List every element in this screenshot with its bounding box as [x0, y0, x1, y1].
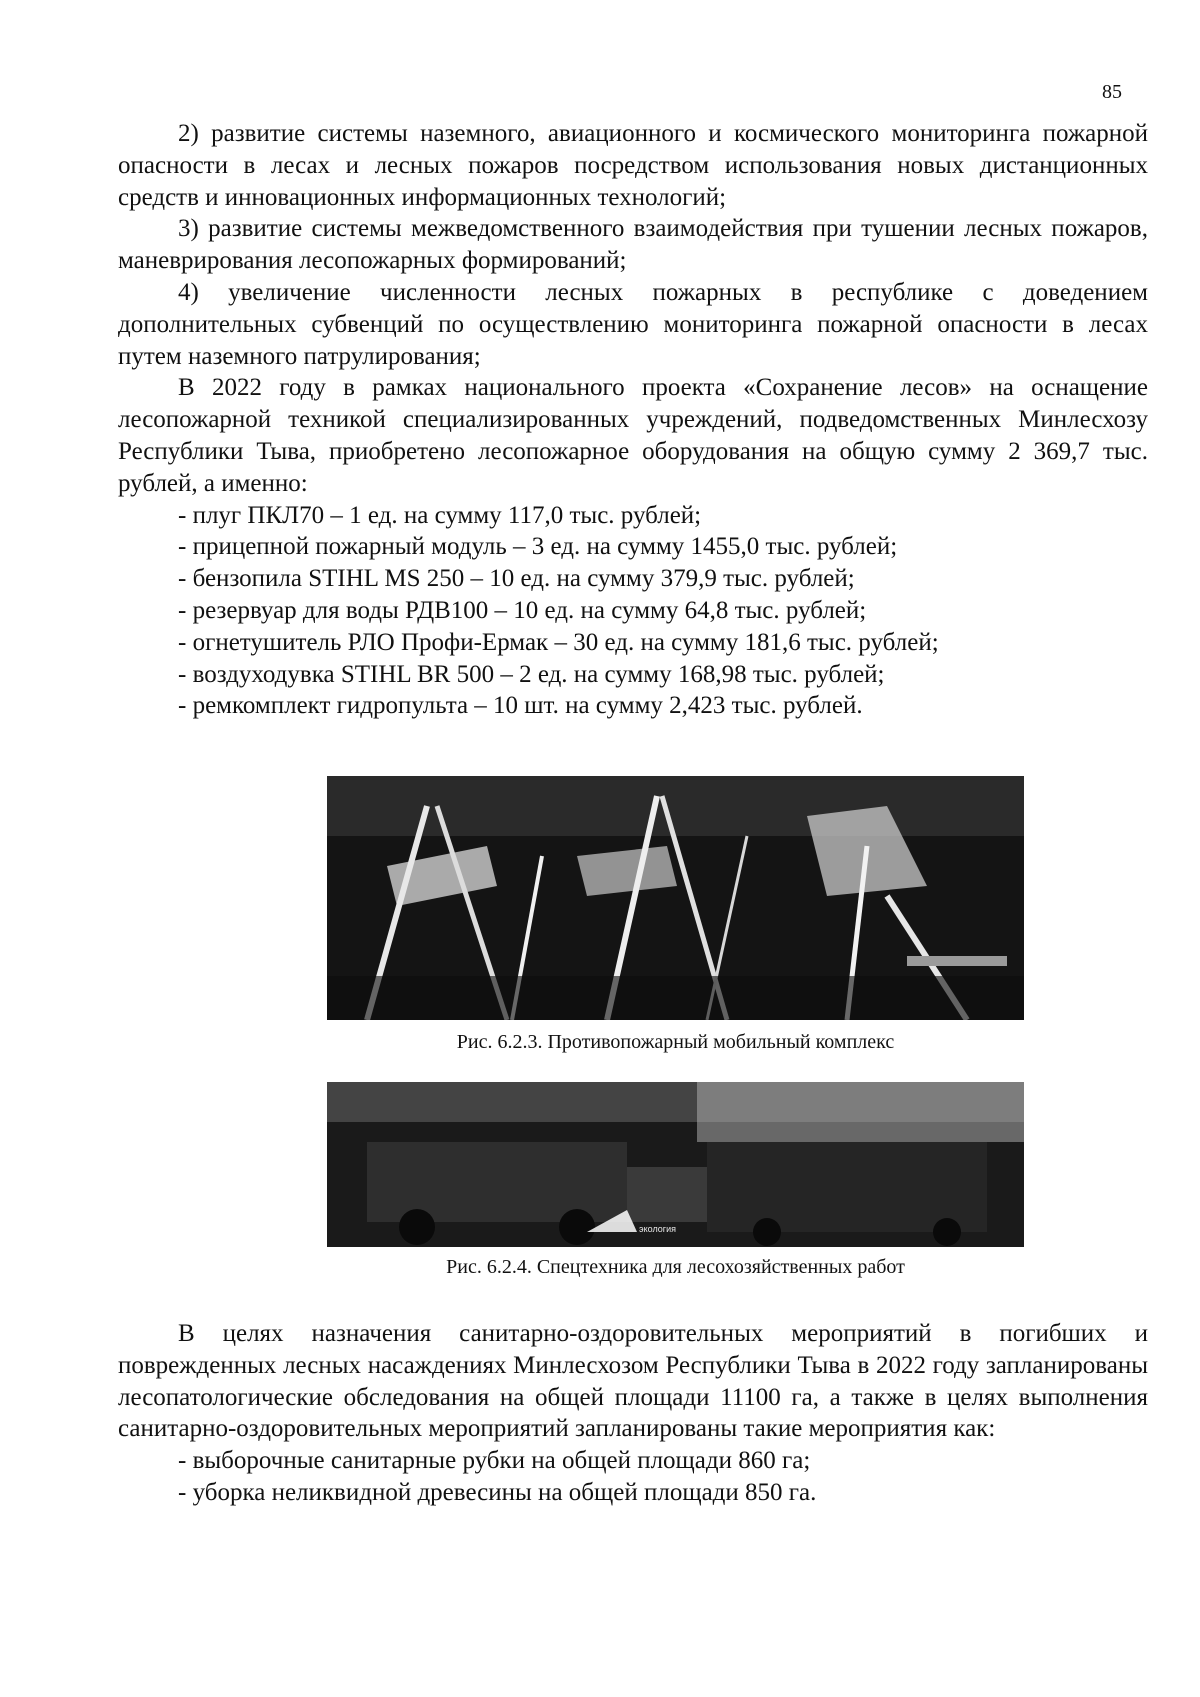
paragraph-item-2: 2) развитие системы наземного, авиационного и космического мониторинга пожарной опасности в лесах и лесных пожаров посредством использования новых дистанционных средств и инновационных информационных технологий; — [118, 120, 1148, 211]
list-item: - уборка неликвидной древесины на общей площади 850 га. — [178, 1478, 817, 1506]
list-item: - бензопила STIHL MS 250 – 10 ед. на сумму 379,9 тыс. рублей; — [178, 565, 855, 593]
forestry-machinery-photo — [327, 1082, 1024, 1247]
paragraph-sanitary: В целях назначения санитарно-оздоровительных мероприятий в погибших и поврежденных лесных насаждениях Минлесхозом Республики Тыва в 2022 году запланированы лесопатологические обследования на общей площади 11100 га, а также в целях выполнения санитарно-оздоровительных мероприятий запланированы такие мероприятия как: — [118, 1320, 1148, 1443]
paragraph-item-3: 3) развитие системы межведомственного взаимодействия при тушении лесных пожаров, маневрирования лесопожарных формирований; — [118, 215, 1148, 275]
closing-section — [118, 1318, 1148, 1509]
figure-caption-2: Рис. 6.2.4. Спецтехника для лесохозяйственных работ — [446, 1256, 905, 1278]
photo-logo-text: экология — [639, 1224, 676, 1234]
paragraph-purchase: В 2022 году в рамках национального проекта «Сохранение лесов» на оснащение лесопожарной техникой специализированных учреждений, подведомственных Минлесхозу Республики Тыва, приобретено лесопожарное оборудования на общую сумму 2 369,7 тыс. рублей, а именно: — [118, 374, 1148, 497]
forestry-machinery-photo-image — [327, 1082, 1024, 1247]
figure-caption-1: Рис. 6.2.3. Противопожарный мобильный комплекс — [456, 1031, 895, 1053]
list-item: - плуг ПКЛ70 – 1 ед. на сумму 117,0 тыс. рублей; — [178, 501, 702, 529]
list-item: - выборочные санитарные рубки на общей площади 860 га; — [178, 1447, 811, 1475]
fire-complex-photo-image — [327, 776, 1024, 1020]
list-item: - прицепной пожарный модуль – 3 ед. на сумму 1455,0 тыс. рублей; — [178, 533, 898, 561]
paragraph-item-4: 4) увеличение численности лесных пожарных в республике с доведением дополнительных субвенций по осуществлению мониторинга пожарной опасности в лесах путем наземного патрулирования; — [118, 278, 1148, 370]
list-item: - ремкомплект гидропульта – 10 шт. на сумму 2,423 тыс. рублей. — [178, 692, 863, 720]
list-item: - резервуар для воды РДВ100 – 10 ед. на сумму 64,8 тыс. рублей; — [178, 596, 867, 624]
list-item: - огнетушитель РЛО Профи-Ермак – 30 ед. на сумму 181,6 тыс. рублей; — [178, 628, 939, 656]
intro-section — [118, 118, 1148, 722]
equipment-list — [118, 500, 1148, 723]
fire-complex-photo — [327, 776, 1024, 1020]
list-item: - воздуходувка STIHL BR 500 – 2 ед. на сумму 168,98 тыс. рублей; — [178, 660, 885, 688]
sanitary-measures-list — [118, 1445, 1148, 1509]
page-number: 85 — [1102, 81, 1122, 103]
